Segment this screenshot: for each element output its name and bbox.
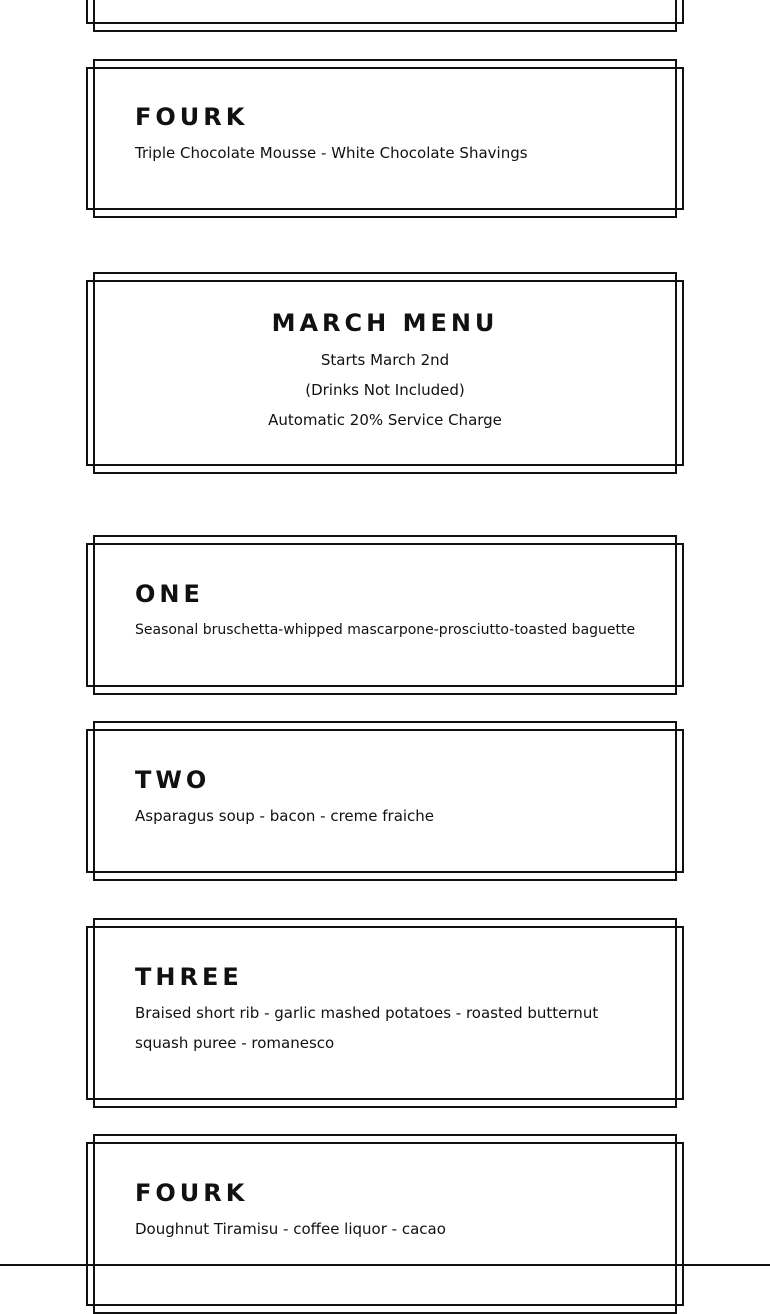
course-description: Seasonal bruschetta-whipped mascarpone-prosciutto-toasted baguette bbox=[135, 622, 636, 638]
course-heading: ONE bbox=[135, 580, 204, 608]
menu-card-one bbox=[86, 535, 684, 695]
menu-card-fourk-dessert bbox=[86, 59, 684, 218]
menu-card-two bbox=[86, 721, 684, 881]
course-description: Doughnut Tiramisu - coffee liquor - cacao bbox=[135, 1220, 446, 1238]
menu-card-march-menu bbox=[86, 272, 684, 474]
menu-title: MARCH MENU bbox=[271, 309, 499, 337]
course-description: Braised short rib - garlic mashed potatoes - roasted butternut squash puree - romanesco bbox=[135, 1004, 599, 1052]
card-inner-frame bbox=[93, 0, 677, 32]
course-heading: FOURK bbox=[135, 103, 249, 131]
menu-card-partial-top bbox=[86, 0, 684, 32]
menu-service-charge: Automatic 20% Service Charge bbox=[268, 411, 502, 429]
course-heading: THREE bbox=[135, 963, 243, 991]
menu-start-date: Starts March 2nd bbox=[320, 351, 450, 369]
viewport-bottom-divider bbox=[0, 1264, 770, 1266]
menu-card-fourk-tiramisu bbox=[86, 1134, 684, 1314]
course-description: Asparagus soup - bacon - creme fraiche bbox=[135, 807, 435, 825]
menu-drinks-note: (Drinks Not Included) bbox=[305, 381, 465, 399]
course-heading: FOURK bbox=[135, 1179, 249, 1207]
course-heading: TWO bbox=[135, 766, 211, 794]
menu-card-three bbox=[86, 918, 684, 1108]
course-description: Triple Chocolate Mousse - White Chocolate Shavings bbox=[135, 144, 528, 162]
